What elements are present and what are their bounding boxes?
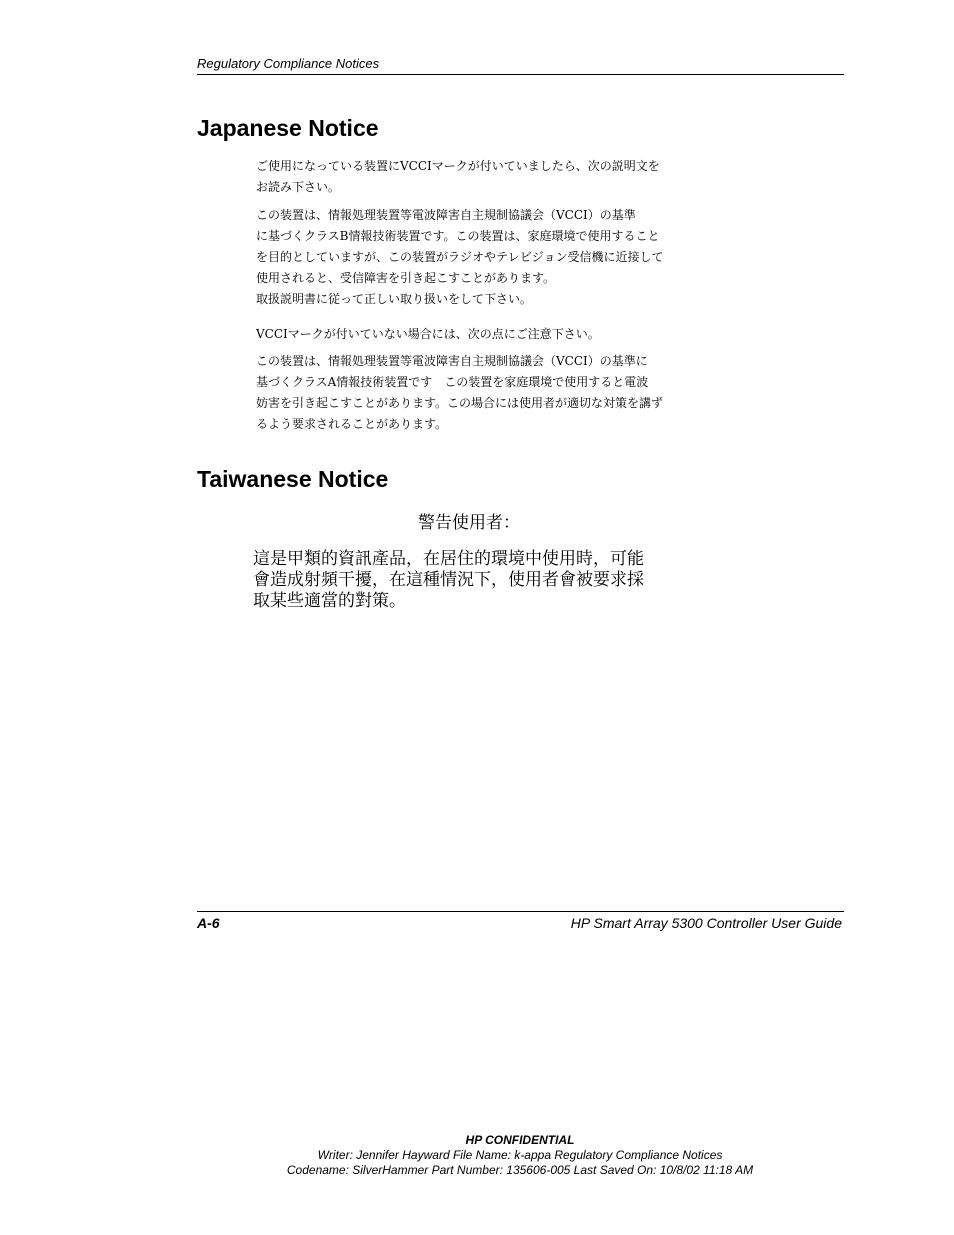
page-number: A-6 [197,915,220,931]
taiwanese-warning-body [253,549,693,612]
japanese-paragraph-1 [256,156,726,198]
japanese-line: 基づくクラスA情報技術装置です この装置を家庭環境で使用すると電波 [256,375,649,389]
japanese-line: に基づくクラスB情報技術装置です。この装置は、家庭環境で使用すること [256,229,660,243]
japanese-paragraph-4 [256,351,726,435]
taiwanese-line: 會造成射頻干擾，在這種情況下，使用者會被要求採 [253,570,644,590]
japanese-line: るよう要求されることがあります。 [256,417,448,431]
confidential-writer-line: Writer: Jennifer Hayward File Name: k-appa Regulatory Compliance Notices [317,1148,723,1162]
taiwanese-warning-heading: 警告使用者： [418,513,520,533]
japanese-paragraph-2 [256,205,726,310]
guide-title: HP Smart Array 5300 Controller User Guide [570,915,842,931]
japanese-line: 使用されると、受信障害を引き起こすことがあります。 [256,271,556,285]
japanese-paragraph-3 [256,324,726,345]
japanese-line: VCCIマークが付いていない場合には、次の点にご注意下さい。 [256,327,600,341]
footer-rule [197,911,844,912]
taiwanese-line: 取某些適當的對策。 [253,591,406,611]
japanese-line: この装置は、情報処理装置等電波障害自主規制協議会（VCCI）の基準に [256,354,648,368]
japanese-notice-title: Japanese Notice [197,115,379,141]
japanese-line: 妨害を引き起こすことがあります。この場合には使用者が適切な対策を講ず [256,396,664,410]
japanese-line: ご使用になっている装置にVCCIマークが付いていましたら、次の説明文を [256,159,660,173]
japanese-line: を目的としていますが、この装置がラジオやテレビジョン受信機に近接して [256,250,664,264]
taiwanese-notice-title: Taiwanese Notice [197,466,389,492]
japanese-line: この装置は、情報処理装置等電波障害自主規制協議会（VCCI）の基準 [256,208,636,222]
confidential-codename-line: Codename: SilverHammer Part Number: 135606-005 Last Saved On: 10/8/02 11:18 AM [286,1163,754,1177]
confidential-block [200,1133,840,1178]
confidential-label: HP CONFIDENTIAL [465,1133,575,1147]
running-header: Regulatory Compliance Notices [197,55,844,75]
taiwanese-line: 這是甲類的資訊產品，在居住的環境中使用時，可能 [253,549,644,569]
japanese-line: 取扱説明書に従って正しい取り扱いをして下さい。 [256,292,533,306]
japanese-line: お読み下さい。 [256,180,341,194]
